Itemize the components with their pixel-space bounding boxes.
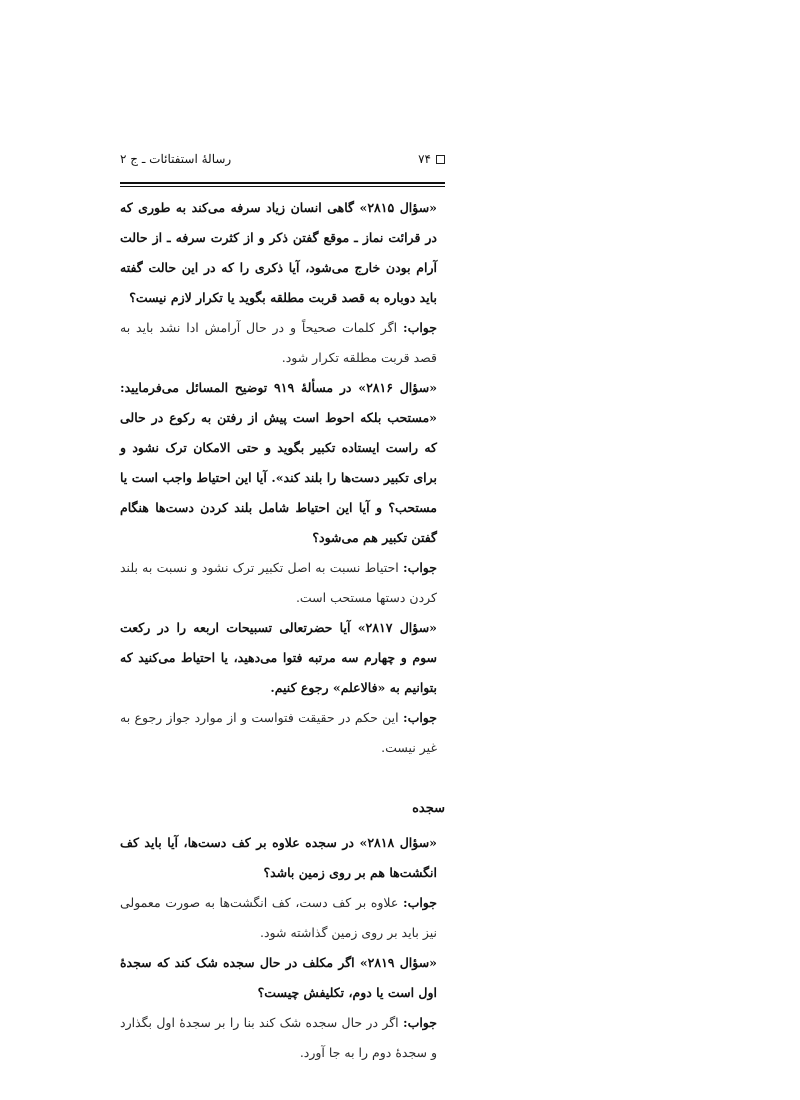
question-2815: «سؤال ۲۸۱۵» گاهی انسان زیاد سرفه می‌کند به طوری که در قرائت نماز ـ موقع گفتن ذکر و از کثرت سرفه ـ از حالت آرام بودن خارج می‌شود، آیا ذکری را که در این حالت گفته باید دوباره به قصد قربت مطلقه بگوید یا تکرار لازم نیست؟ <box>120 200 437 305</box>
section-heading-sajdeh: سجده <box>412 801 445 816</box>
answer-label: جواب: <box>402 710 437 725</box>
page-column <box>120 148 445 1068</box>
answer-text: اگر در حال سجده شک کند بنا را بر سجدهٔ اول بگذارد و سجدهٔ دوم را به جا آورد. <box>120 1015 437 1060</box>
entries-after <box>120 828 445 1068</box>
answer-label: جواب: <box>402 895 437 910</box>
page-number: ۷۴ <box>418 152 431 166</box>
question-2818: «سؤال ۲۸۱۸» در سجده علاوه بر کف دست‌ها، آیا باید کف انگشت‌ها هم بر روی زمین باشد؟ <box>120 835 437 880</box>
square-box-icon <box>436 155 445 164</box>
answer-text: علاوه بر کف دست، کف انگشت‌ها به صورت معمولی نیز باید بر روی زمین گذاشته شود. <box>120 895 437 940</box>
answer-label: جواب: <box>402 560 437 575</box>
answer-label: جواب: <box>402 320 437 335</box>
answer-2819 <box>120 1008 445 1068</box>
answer-label: جواب: <box>402 1015 437 1030</box>
question-2816: «سؤال ۲۸۱۶» در مسألهٔ ۹۱۹ توضیح المسائل می‌فرمایید: «مستحب بلکه احوط است پیش از رفتن به رکوع در حالی که راست ایستاده تکبیر بگوید و حتی الامکان ترک نشود و برای تکبیر دست‌ها را بلند کند». آیا این احتیاط واجب است یا مستحب؟ و آیا این احتیاط شامل بلند کردن دست‌ها هنگام گفتن تکبیر هم می‌شود؟ <box>120 380 438 545</box>
running-header <box>120 148 445 170</box>
question-2819: «سؤال ۲۸۱۹» اگر مکلف در حال سجده شک کند که سجدهٔ اول است یا دوم، تکلیفش چیست؟ <box>120 955 437 1000</box>
header-rule <box>120 182 445 187</box>
answer-text: احتیاط نسبت به اصل تکبیر ترک نشود و نسبت به بلند کردن دستها مستحب است. <box>120 560 437 605</box>
header-page-marker <box>418 152 445 166</box>
entries-before <box>120 193 445 763</box>
answer-2817 <box>120 703 445 763</box>
answer-2818 <box>120 888 445 948</box>
answer-2816 <box>120 553 445 613</box>
answer-2815 <box>120 313 445 373</box>
book-title: رسالهٔ استفتائات ـ ج ۲ <box>120 152 232 166</box>
answer-text: این حکم در حقیقت فتواست و از موارد جواز رجوع به غیر نیست. <box>120 710 437 755</box>
question-2817: «سؤال ۲۸۱۷» آیا حضرتعالی تسبیحات اربعه را در رکعت سوم و چهارم سه مرتبه فتوا می‌دهید، یا احتیاط می‌کنید که بتوانیم به «فالاعلم» رجوع کنیم. <box>120 620 437 695</box>
answer-text: اگر کلمات صحیحاً و در حال آرامش ادا نشد باید به قصد قربت مطلقه تکرار شود. <box>120 320 437 365</box>
